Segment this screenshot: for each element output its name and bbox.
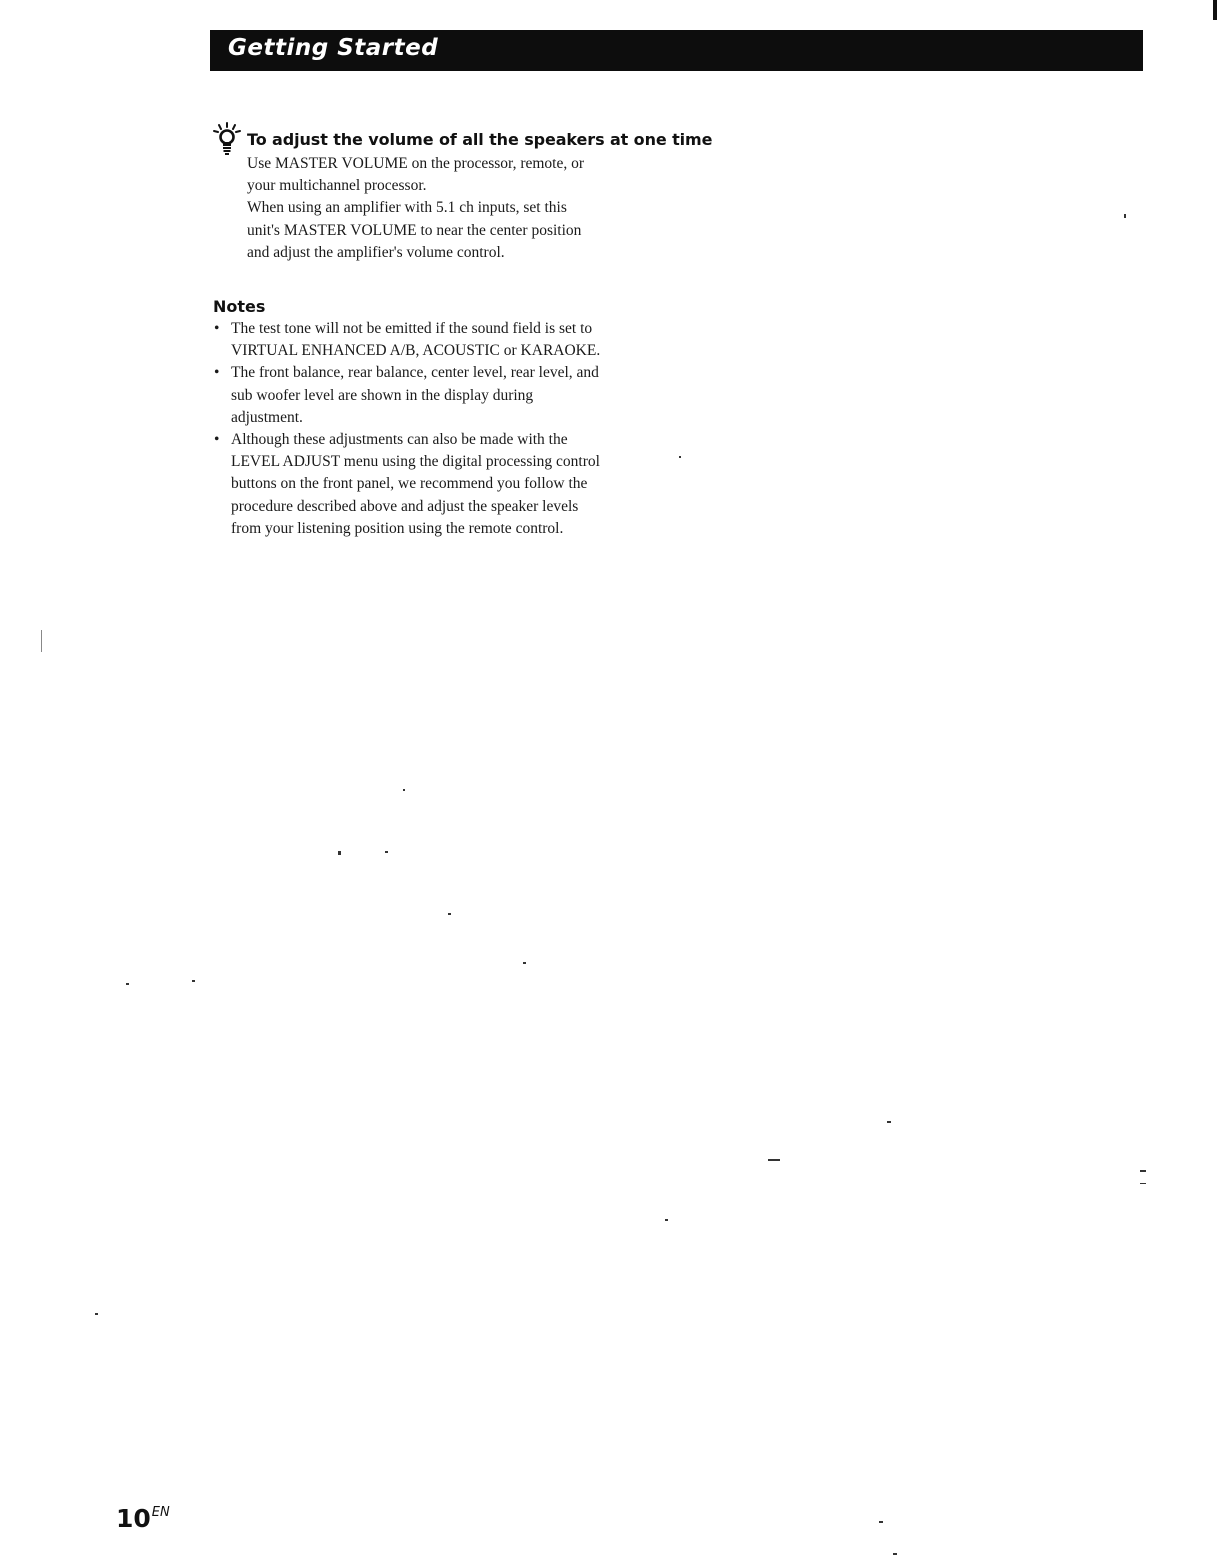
scan-speck xyxy=(338,851,341,855)
scan-speck xyxy=(679,456,681,458)
notes-list xyxy=(213,318,673,540)
bullet-icon: • xyxy=(214,320,220,337)
note-line: from your listening position using the remote control. xyxy=(231,519,564,537)
scan-speck xyxy=(95,1313,98,1315)
scan-speck xyxy=(192,980,195,982)
page-number xyxy=(116,1504,170,1533)
note-item xyxy=(213,362,673,429)
scan-speck xyxy=(1140,1170,1146,1172)
note-item xyxy=(213,429,673,540)
scan-speck xyxy=(1140,1183,1146,1184)
scan-speck xyxy=(893,1553,897,1555)
scan-speck xyxy=(448,913,451,915)
tip-line: and adjust the amplifier's volume control. xyxy=(247,243,505,261)
scan-speck xyxy=(1124,214,1126,218)
tip-body xyxy=(247,153,667,264)
scan-speck xyxy=(665,1219,668,1221)
scan-speck xyxy=(768,1159,780,1161)
section-banner xyxy=(210,30,1143,71)
scan-speck xyxy=(879,1521,883,1523)
scan-speck xyxy=(887,1121,891,1123)
lightbulb-tip-icon xyxy=(212,122,242,156)
page-number-value: 10 xyxy=(116,1504,151,1533)
scan-speck xyxy=(403,789,405,791)
note-line: adjustment. xyxy=(231,408,303,426)
scan-speck xyxy=(41,630,42,652)
note-line: procedure described above and adjust the speaker levels xyxy=(231,497,579,515)
section-title: Getting Started xyxy=(228,35,439,61)
bullet-icon: • xyxy=(214,364,220,382)
bullet-icon: • xyxy=(214,431,220,449)
page-number-suffix: EN xyxy=(151,1505,170,1520)
note-item xyxy=(213,318,673,362)
scan-edge-mark xyxy=(1213,0,1217,20)
note-line: The test tone will not be emitted if the sound field is set to xyxy=(231,320,593,337)
scan-speck xyxy=(523,962,526,964)
scan-speck xyxy=(385,851,388,853)
note-line: LEVEL ADJUST menu using the digital processing control xyxy=(231,453,600,471)
tip-line: Use MASTER VOLUME on the processor, remote, or xyxy=(247,155,585,172)
note-line: sub woofer level are shown in the display during xyxy=(231,386,534,404)
note-line: buttons on the front panel, we recommend you follow the xyxy=(231,475,588,493)
tip-line: your multichannel processor. xyxy=(247,177,427,195)
scan-speck xyxy=(126,983,129,985)
tip-heading: To adjust the volume of all the speakers at one time xyxy=(247,130,713,149)
tip-line: When using an amplifier with 5.1 ch inputs, set this xyxy=(247,199,567,217)
note-line: The front balance, rear balance, center level, rear level, and xyxy=(231,364,599,382)
tip-line: unit's MASTER VOLUME to near the center position xyxy=(247,221,582,239)
note-line: Although these adjustments can also be made with the xyxy=(231,431,568,449)
note-line: VIRTUAL ENHANCED A/B, ACOUSTIC or KARAOKE. xyxy=(231,342,601,360)
notes-heading: Notes xyxy=(213,297,266,316)
